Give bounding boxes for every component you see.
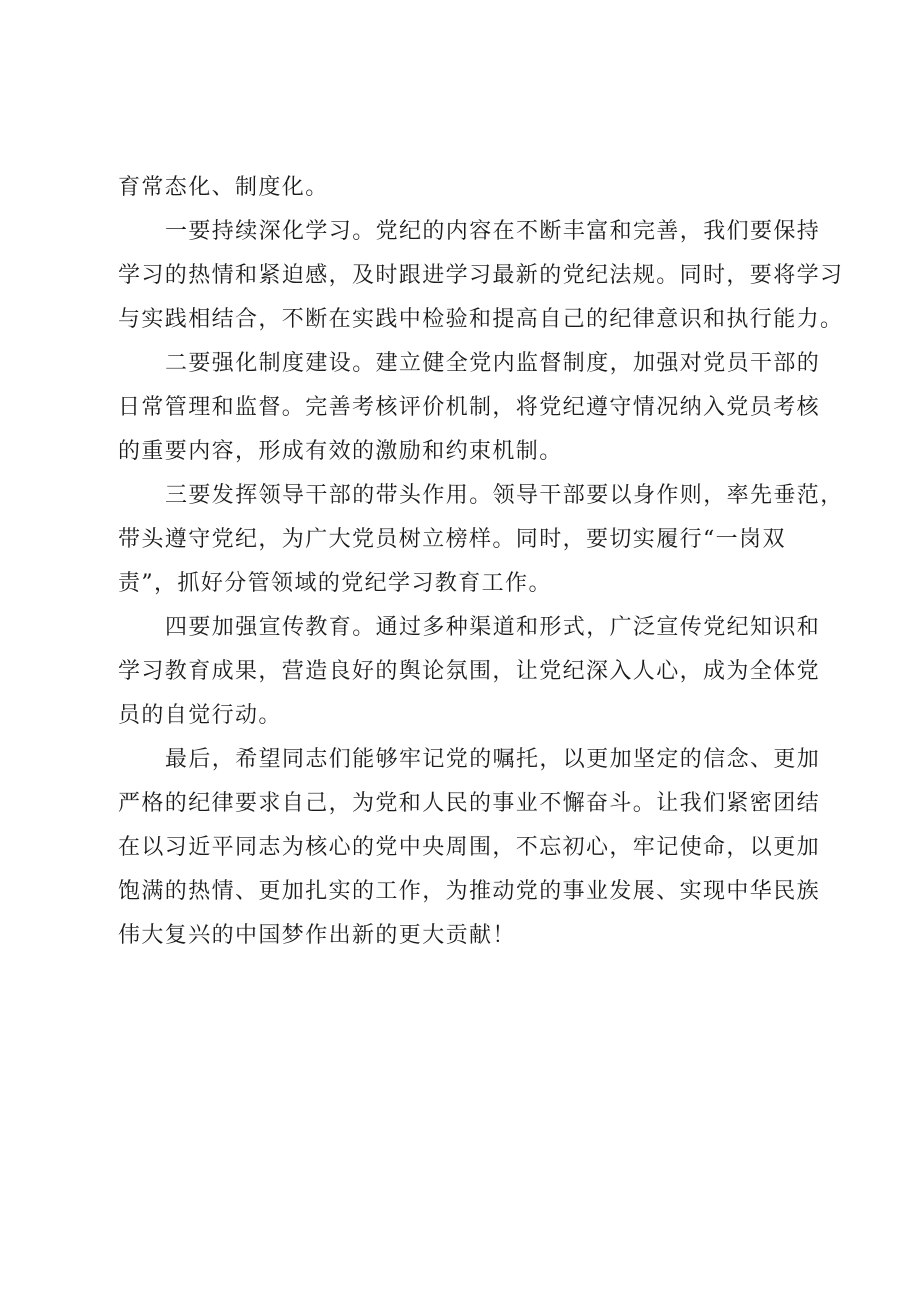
text-line: 二要强化制度建设。建立健全党内监督制度，加强对党员干部的 (165, 351, 821, 376)
text-line: 严格的纪律要求自己，为党和人民的事业不懈奋斗。让我们紧密团结 (118, 791, 821, 816)
text-line: 责”，抓好分管领域的党纪学习教育工作。 (118, 571, 552, 596)
text-line: 带头遵守党纪，为广大党员树立榜样。同时，要切实履行“一岗双 (118, 527, 786, 552)
text-line: 的重要内容，形成有效的激励和约束机制。 (118, 439, 563, 464)
body-text (118, 166, 844, 958)
text-line: 日常管理和监督。完善考核评价机制，将党纪遵守情况纳入党员考核 (118, 395, 821, 420)
text-line: 学习的热情和紧迫感，及时跟进学习最新的党纪法规。同时，要将学习 (118, 263, 844, 288)
text-line: 四要加强宣传教育。通过多种渠道和形式，广泛宣传党纪知识和 (165, 615, 821, 640)
text-line: 一要持续深化学习。党纪的内容在不断丰富和完善，我们要保持 (165, 219, 821, 244)
text-line: 学习教育成果，营造良好的舆论氛围，让党纪深入人心，成为全体党 (118, 659, 821, 684)
text-line: 在以习近平同志为核心的党中央周围，不忘初心，牢记使命，以更加 (118, 835, 821, 860)
text-line: 饱满的热情、更加扎实的工作，为推动党的事业发展、实现中华民族 (118, 879, 821, 904)
text-line: 育常态化、制度化。 (118, 175, 329, 200)
text-line: 最后，希望同志们能够牢记党的嘱托，以更加坚定的信念、更加 (165, 747, 821, 772)
text-line: 员的自觉行动。 (118, 703, 282, 728)
text-line: 伟大复兴的中国梦作出新的更大贡献！ (118, 923, 516, 948)
text-line: 与实践相结合，不断在实践中检验和提高自己的纪律意识和执行能力。 (118, 307, 844, 332)
text-line: 三要发挥领导干部的带头作用。领导干部要以身作则，率先垂范， (165, 483, 844, 508)
